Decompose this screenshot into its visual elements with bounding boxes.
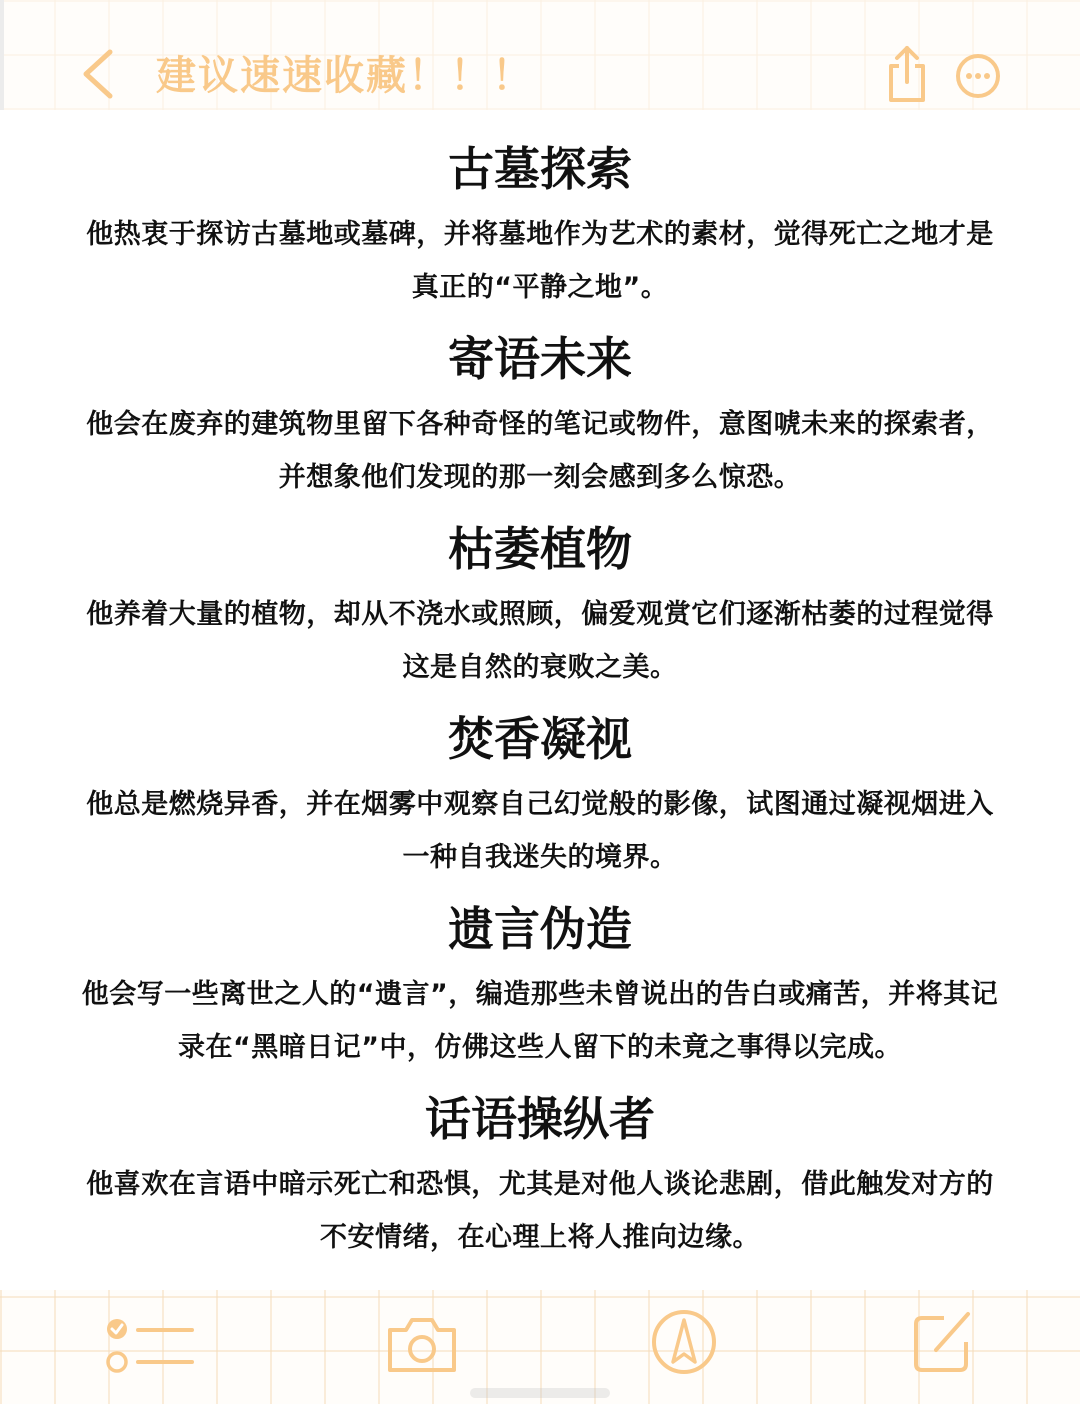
compass-button[interactable] (650, 1308, 718, 1376)
section-title: 枯萎植物 (448, 522, 632, 576)
compose-icon (910, 1308, 974, 1374)
section-ancient-tombs (60, 134, 1020, 314)
compass-icon (650, 1308, 718, 1376)
section-title: 遗言伪造 (448, 902, 632, 956)
section-word-manipulator (60, 1084, 1020, 1264)
checklist-icon (104, 1316, 196, 1376)
note-content-image (0, 110, 1080, 1290)
section-body: 他热衷于探访古墓地或墓碑，并将墓地作为艺术的素材，觉得死亡之地才是真正的“平静之地”。 (86, 219, 994, 303)
camera-button[interactable] (384, 1312, 460, 1376)
bottom-toolbar (0, 1290, 1080, 1404)
section-title: 话语操纵者 (425, 1092, 655, 1146)
share-icon (884, 44, 930, 104)
compose-button[interactable] (910, 1308, 974, 1374)
section-title: 寄语未来 (448, 332, 632, 386)
share-button[interactable] (884, 44, 930, 104)
section-body: 他会在废弃的建筑物里留下各种奇怪的笔记或物件，意图唬未来的探索者，并想象他们发现的那一刻会感到多么惊恐。 (86, 409, 994, 493)
edge-strip (0, 0, 4, 110)
section-message-future (60, 324, 1020, 504)
note-title: 建议速速收藏！！！ (156, 53, 534, 99)
section-title: 古墓探索 (448, 142, 632, 196)
checklist-button[interactable] (104, 1316, 196, 1376)
navigation-bar (0, 0, 1080, 110)
section-body: 他总是燃烧异香，并在烟雾中观察自己幻觉般的影像，试图通过凝视烟进入一种自我迷失的境界。 (86, 789, 994, 873)
more-button[interactable] (954, 52, 1002, 100)
section-body: 他喜欢在言语中暗示死亡和恐惧，尤其是对他人谈论悲剧，借此触发对方的不安情绪，在心理上将人推向边缘。 (86, 1169, 994, 1253)
more-icon (954, 52, 1002, 100)
home-indicator[interactable] (470, 1388, 610, 1398)
section-body: 他养着大量的植物，却从不浇水或照顾，偏爱观赏它们逐渐枯萎的过程觉得这是自然的衰败之美。 (86, 599, 994, 683)
camera-icon (384, 1312, 460, 1376)
section-withered-plants (60, 514, 1020, 694)
section-body: 他会写一些离世之人的“遗言”，编造那些未曾说出的告白或痛苦，并将其记录在“黑暗日记”中，仿佛这些人留下的未竟之事得以完成。 (81, 979, 999, 1063)
section-title: 焚香凝视 (448, 712, 632, 766)
chevron-left-icon (78, 46, 118, 102)
back-button[interactable] (78, 46, 118, 102)
section-incense-gazing (60, 704, 1020, 884)
section-forged-wills (60, 894, 1020, 1074)
